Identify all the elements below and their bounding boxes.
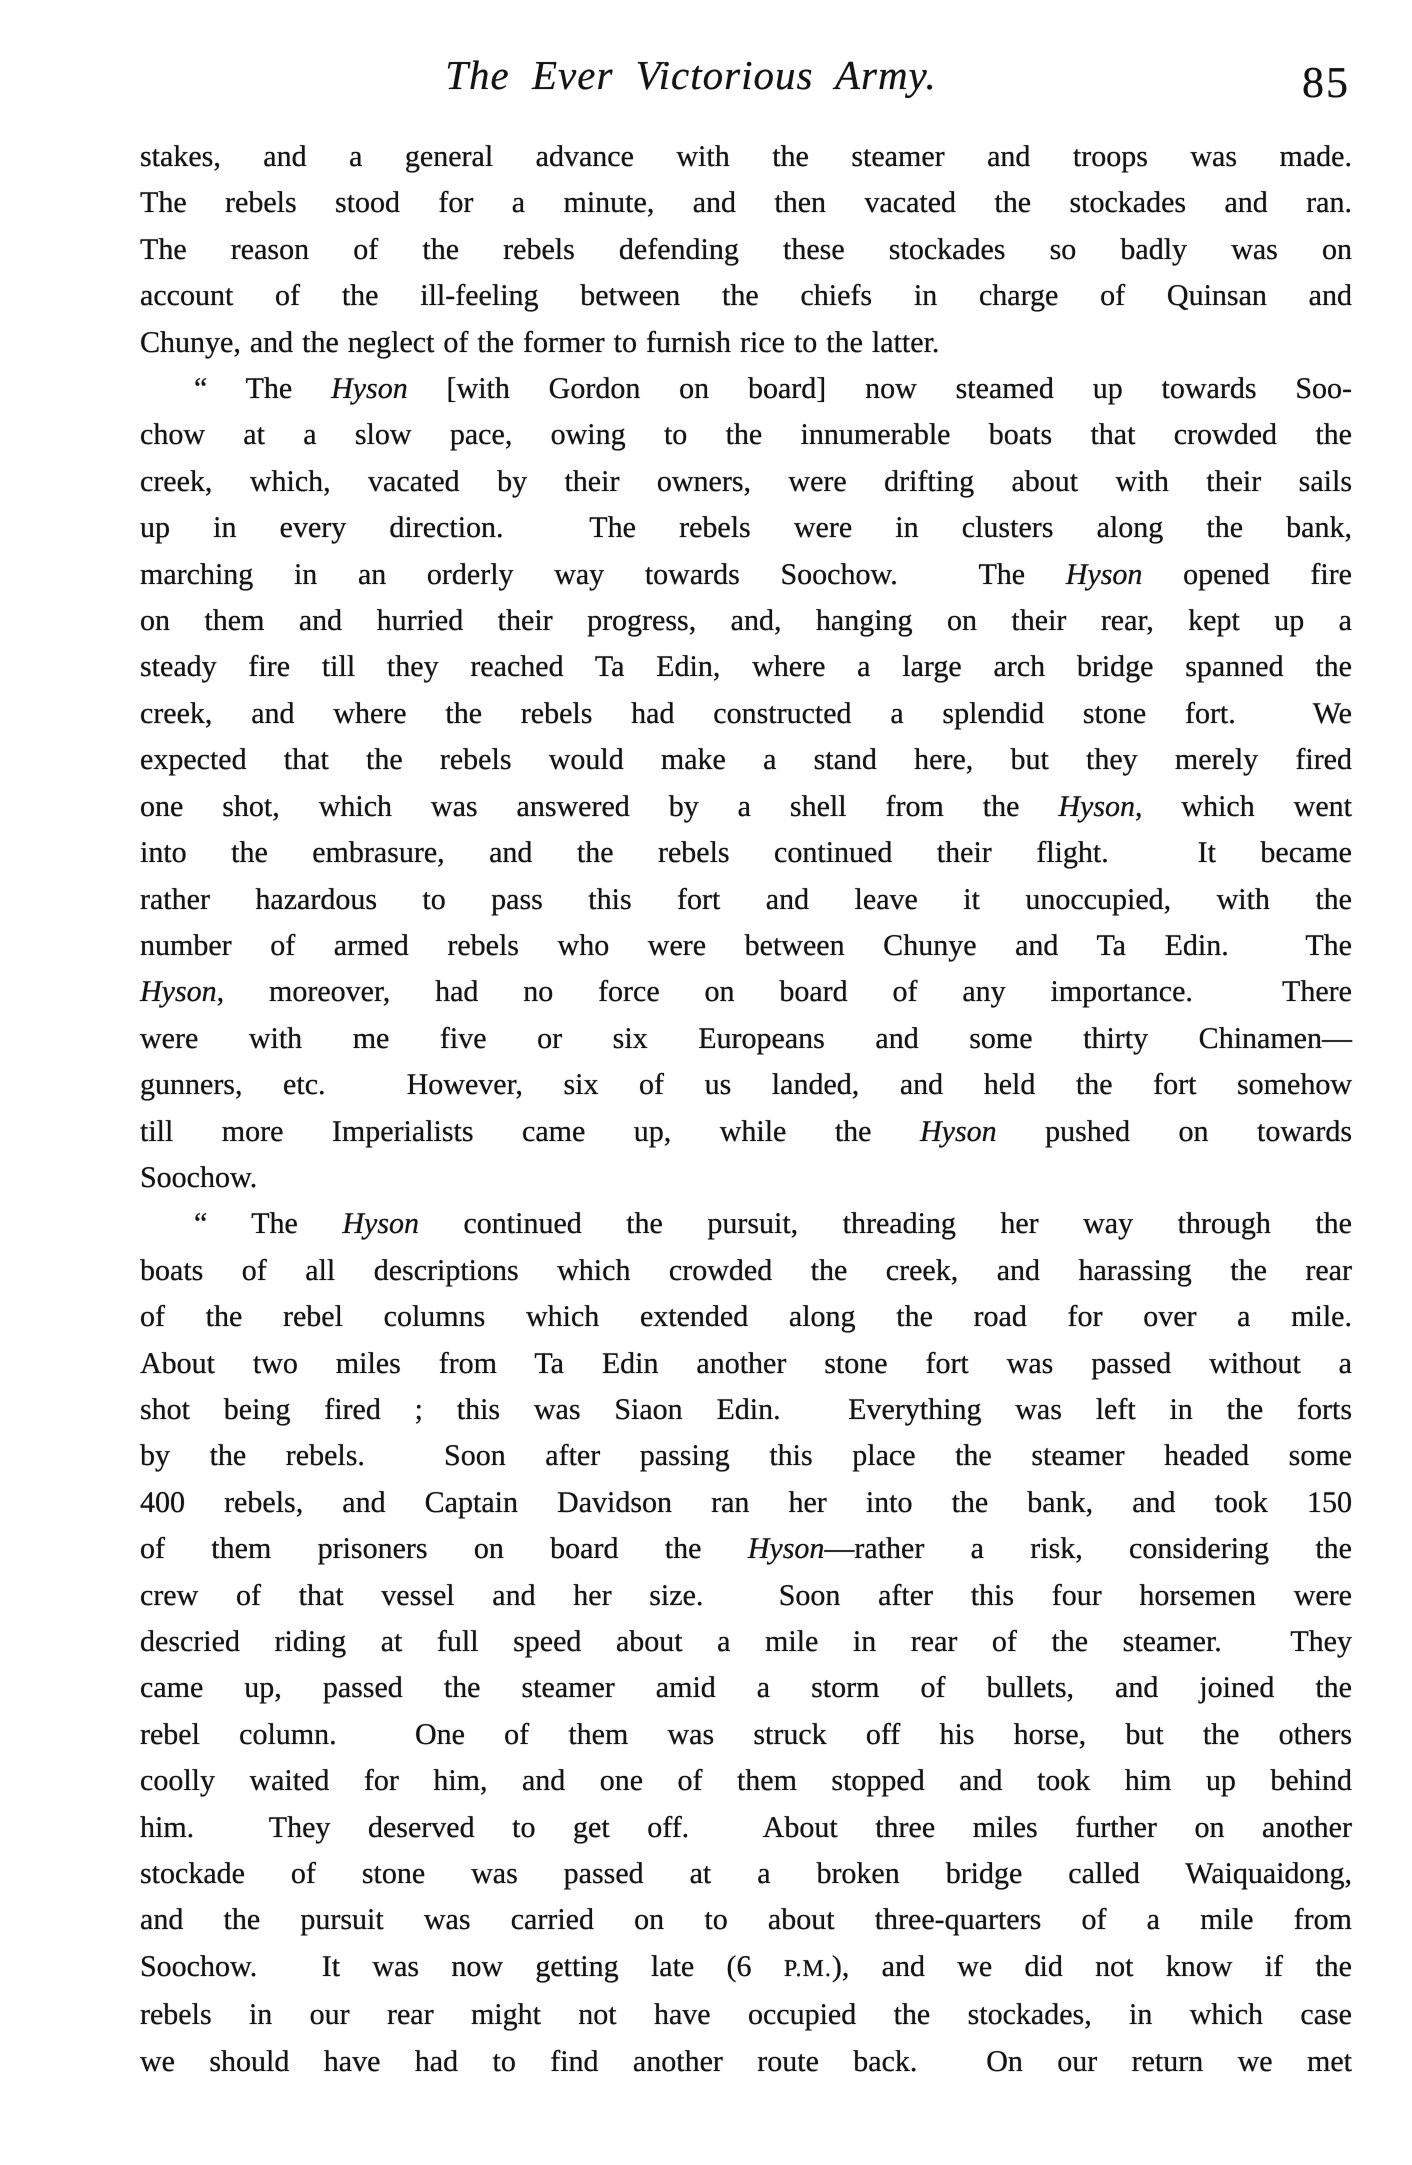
text-segment: up in every direction. The rebels were in clusters along the bank, (140, 511, 1352, 545)
text-segment: stockade of stone was passed at a broken bridge called Waiquaidong, (140, 1857, 1352, 1891)
text-segment: ), and we did not know if the (831, 1949, 1352, 1983)
text-segment: boats of all descriptions which crowded the creek, and harassing the rear (140, 1253, 1352, 1287)
text-line (140, 1433, 1352, 1479)
text-segment: by the rebels. Soon after passing this place the steamer headed some (140, 1439, 1352, 1473)
text-segment: Soochow. (140, 1160, 258, 1194)
text-segment: “ The (194, 372, 332, 406)
text-line (140, 227, 1352, 273)
text-line (140, 1248, 1352, 1294)
text-segment: came up, passed the steamer amid a storm of bullets, and joined the (140, 1671, 1352, 1705)
text-segment: , which went (1135, 789, 1352, 823)
text-segment: gunners, etc. However, six of us landed, and held the fort somehow (140, 1068, 1352, 1102)
text-segment: crew of that vessel and her size. Soon after this four horsemen were (140, 1578, 1352, 1612)
text-segment: of the rebel columns which extended along the road for over a mile. (140, 1300, 1352, 1334)
text-segment: The rebels stood for a minute, and then vacated the stockades and ran. (140, 186, 1352, 220)
text-line (140, 1294, 1352, 1340)
text-line (140, 505, 1352, 551)
text-segment: descried riding at full speed about a mile in rear of the steamer. They (140, 1625, 1352, 1658)
text-line (140, 320, 1352, 366)
text-segment: creek, and where the rebels had constructed a splendid stone fort. We (140, 696, 1352, 730)
text-segment: opened fire (1142, 557, 1352, 591)
text-line (140, 1805, 1352, 1851)
text-segment: one shot, which was answered by a shell from the (140, 789, 1059, 823)
text-segment: [with Gordon on board] now steamed up towards Soo- (407, 372, 1352, 406)
text-segment: About two miles from Ta Edin another stone fort was passed without a (140, 1346, 1352, 1380)
text-segment: account of the ill-feeling between the chiefs in charge of Quinsan and (140, 279, 1352, 313)
running-header (140, 42, 1352, 114)
text-segment: rebels in our rear might not have occupied the stockades, in which case (140, 1998, 1352, 2032)
text-line (140, 1665, 1352, 1711)
text-line (140, 366, 1352, 412)
text-line (140, 969, 1352, 1015)
text-line (140, 1387, 1352, 1433)
text-line (140, 830, 1352, 876)
text-line (140, 644, 1352, 690)
text-segment: , moreover, had no force on board of any importance. There (216, 975, 1352, 1009)
text-segment: coolly waited for him, and one of them stopped and took him up behind (140, 1764, 1352, 1798)
text-line (140, 1526, 1352, 1572)
text-segment: number of armed rebels who were between Chunye and Ta Edin. The (140, 928, 1352, 962)
ship-name-italic: Hyson (140, 975, 217, 1009)
text-line (140, 1944, 1352, 1992)
text-line (140, 180, 1352, 226)
text-line (140, 598, 1352, 644)
small-caps-text: P.M. (783, 1955, 832, 1982)
text-line (140, 552, 1352, 598)
text-segment: were with me five or six Europeans and some thirty Chinamen— (140, 1021, 1352, 1055)
text-segment: Soochow. It was now getting late (6 (140, 1949, 784, 1983)
text-line (140, 691, 1352, 737)
text-line (140, 1201, 1352, 1247)
ship-name-italic: Hyson (919, 1114, 997, 1148)
text-segment: stakes, and a general advance with the steamer and troops was made. (140, 140, 1352, 173)
text-line (140, 2039, 1352, 2085)
text-line (140, 1109, 1352, 1155)
page-body (140, 134, 1352, 2085)
text-line (140, 1851, 1352, 1897)
text-segment: expected that the rebels would make a stand here, but they merely fired (140, 743, 1352, 777)
text-segment: on them and hurried their progress, and, hanging on their rear, kept up a (140, 604, 1352, 638)
text-segment: rather hazardous to pass this fort and leave it unoccupied, with the (140, 882, 1352, 916)
text-segment: till more Imperialists came up, while the (140, 1114, 920, 1148)
text-line (140, 877, 1352, 923)
ship-name-italic: Hyson (331, 372, 408, 406)
text-segment: rebel column. One of them was struck off his horse, but the others (140, 1717, 1352, 1751)
text-segment: continued the pursuit, threading her way through the (419, 1207, 1353, 1241)
text-segment: —rather a risk, considering the (824, 1532, 1352, 1566)
text-line (140, 737, 1352, 783)
text-segment: into the embrasure, and the rebels continued their flight. It became (140, 836, 1352, 870)
text-segment: of them prisoners on board the (140, 1532, 748, 1566)
text-line (140, 923, 1352, 969)
text-segment: him. They deserved to get off. About three miles further on another (140, 1810, 1352, 1844)
text-segment: 400 rebels, and Captain Davidson ran her into the bank, and took 150 (140, 1485, 1352, 1519)
text-line (140, 1897, 1352, 1943)
text-segment: shot being fired ; this was Siaon Edin. Everything was left in the forts (140, 1392, 1352, 1426)
text-line (140, 1155, 1352, 1201)
text-line (140, 1619, 1352, 1665)
text-line (140, 273, 1352, 319)
text-segment: steady fire till they reached Ta Edin, where a large arch bridge spanned the (140, 650, 1352, 684)
text-segment: chow at a slow pace, owing to the innumerable boats that crowded the (140, 418, 1352, 452)
text-segment: The reason of the rebels defending these stockades so badly was on (140, 232, 1352, 266)
text-line (140, 1016, 1352, 1062)
text-segment: and the pursuit was carried on to about three-quarters of a mile from (140, 1903, 1352, 1937)
text-line (140, 1712, 1352, 1758)
text-segment: Chunye, and the neglect of the former to furnish rice to the latter. (140, 325, 940, 359)
text-line (140, 134, 1352, 180)
paragraph (140, 366, 1352, 1201)
text-segment: marching in an orderly way towards Soochow. The (140, 557, 1066, 591)
text-segment: we should have had to find another route back. On our return we met (140, 2044, 1352, 2078)
text-line (140, 459, 1352, 505)
text-line (140, 1062, 1352, 1108)
text-line (140, 1758, 1352, 1804)
text-line (140, 1573, 1352, 1619)
ship-name-italic: Hyson (1058, 789, 1135, 823)
text-segment: “ The (194, 1207, 343, 1241)
text-line (140, 1992, 1352, 2038)
text-line (140, 412, 1352, 458)
paragraph (140, 1201, 1352, 2085)
text-segment: pushed on towards (996, 1114, 1352, 1148)
text-segment: creek, which, vacated by their owners, were drifting about with their sails (140, 464, 1352, 498)
text-line (140, 784, 1352, 830)
page-number: 85 (1302, 58, 1350, 107)
running-header-title: The Ever Victorious Army. (445, 52, 937, 98)
ship-name-italic: Hyson (747, 1532, 825, 1566)
ship-name-italic: Hyson (342, 1207, 419, 1241)
ship-name-italic: Hyson (1065, 557, 1143, 591)
text-line (140, 1480, 1352, 1526)
paragraph (140, 134, 1352, 366)
text-line (140, 1341, 1352, 1387)
